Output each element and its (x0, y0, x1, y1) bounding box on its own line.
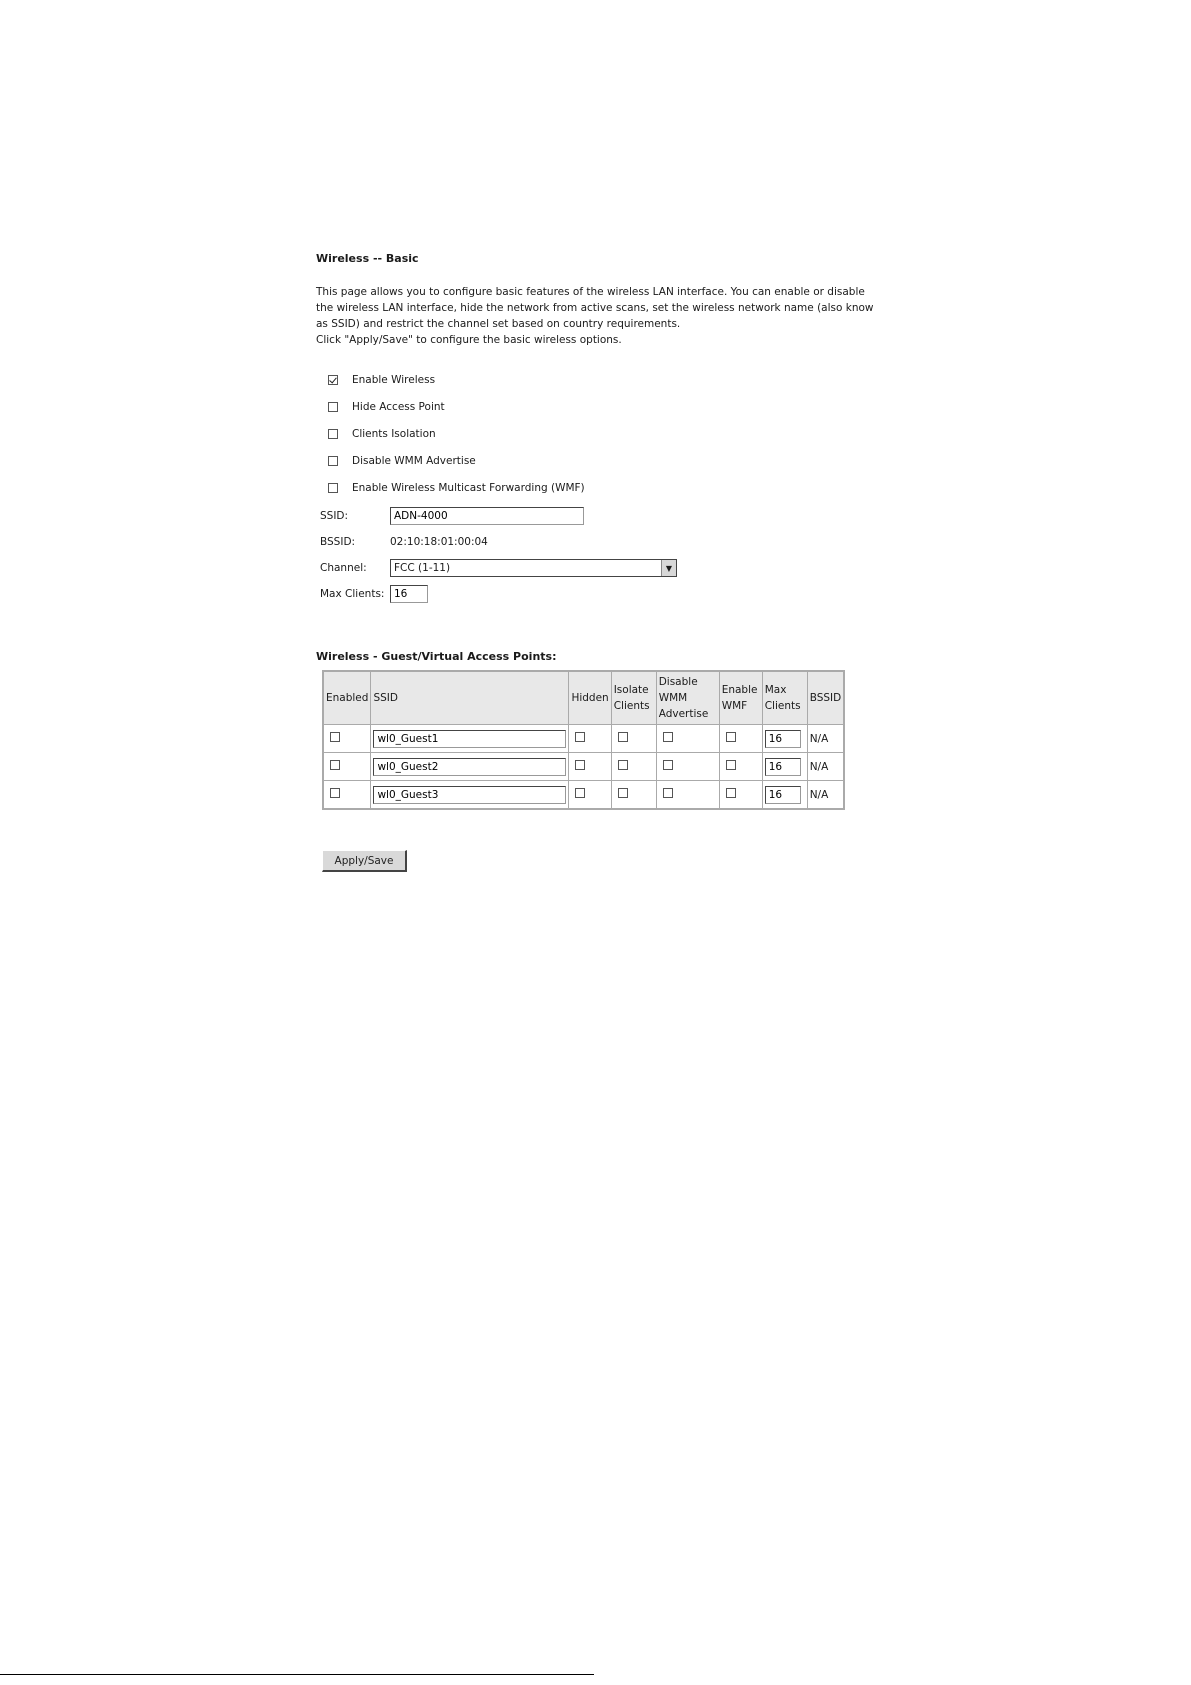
option-label: Clients Isolation (352, 427, 436, 440)
description-line: This page allows you to configure basic features of the wireless LAN interface. You can enable or disable (316, 286, 865, 298)
disable-wmm-checkbox[interactable] (328, 456, 338, 466)
header-max-clients: Max Clients (762, 671, 807, 725)
option-label: Disable WMM Advertise (352, 454, 476, 467)
guest-bssid: N/A (807, 753, 844, 781)
apply-save-button[interactable]: Apply/Save (322, 850, 407, 872)
guest-wmm-checkbox[interactable] (663, 760, 673, 770)
option-hide-access-point (328, 393, 876, 420)
table-row (323, 725, 844, 753)
description-line: Click "Apply/Save" to configure the basic wireless options. (316, 334, 622, 346)
guest-enabled-checkbox[interactable] (330, 732, 340, 742)
header-disable-wmm: Disable WMM Advertise (656, 671, 719, 725)
bssid-row (320, 529, 876, 555)
option-label: Hide Access Point (352, 400, 445, 413)
option-clients-isolation (328, 420, 876, 447)
table-row (323, 781, 844, 810)
guest-hidden-checkbox[interactable] (575, 760, 585, 770)
wireless-settings-form (320, 503, 876, 607)
guest-max-clients-input[interactable]: 16 (765, 758, 801, 776)
enable-wmf-checkbox[interactable] (328, 483, 338, 493)
channel-row (320, 555, 876, 581)
header-enable-wmf: Enable WMF (719, 671, 762, 725)
bssid-label: BSSID: (320, 536, 356, 548)
guest-wmf-checkbox[interactable] (726, 760, 736, 770)
guest-isolate-checkbox[interactable] (618, 732, 628, 742)
bssid-value: 02:10:18:01:00:04 (390, 536, 488, 548)
guest-ap-table (322, 670, 845, 810)
page-title: Wireless -- Basic (316, 252, 419, 265)
option-label: Enable Wireless Multicast Forwarding (WMF) (352, 481, 585, 494)
guest-max-clients-input[interactable]: 16 (765, 730, 801, 748)
guest-isolate-checkbox[interactable] (618, 788, 628, 798)
guest-wmf-checkbox[interactable] (726, 788, 736, 798)
guest-enabled-checkbox[interactable] (330, 760, 340, 770)
enable-wireless-checkbox[interactable] (328, 375, 338, 385)
guest-hidden-checkbox[interactable] (575, 732, 585, 742)
ssid-input[interactable]: ADN-4000 (390, 507, 584, 525)
page-description (316, 284, 876, 348)
guest-bssid: N/A (807, 725, 844, 753)
ssid-row (320, 503, 876, 529)
guest-bssid: N/A (807, 781, 844, 810)
guest-wmm-checkbox[interactable] (663, 732, 673, 742)
clients-isolation-checkbox[interactable] (328, 429, 338, 439)
guest-isolate-checkbox[interactable] (618, 760, 628, 770)
wireless-basic-panel (316, 252, 876, 872)
header-enabled: Enabled (323, 671, 371, 725)
option-label: Enable Wireless (352, 373, 436, 386)
header-bssid: BSSID (807, 671, 844, 725)
ssid-label: SSID: (320, 510, 349, 522)
guest-wmm-checkbox[interactable] (663, 788, 673, 798)
table-header-row (323, 671, 844, 725)
description-line: as SSID) and restrict the channel set based on country requirements. (316, 318, 681, 330)
channel-value: FCC (1-11) (394, 562, 451, 574)
option-enable-wmf (328, 474, 876, 501)
chevron-down-icon[interactable]: ▼ (661, 560, 676, 576)
channel-label: Channel: (320, 562, 367, 574)
guest-wmf-checkbox[interactable] (726, 732, 736, 742)
header-hidden: Hidden (569, 671, 611, 725)
description-line: the wireless LAN interface, hide the network from active scans, set the wireless network name (also know (316, 302, 874, 314)
guest-max-clients-input[interactable]: 16 (765, 786, 801, 804)
max-clients-row (320, 581, 876, 607)
guest-ssid-input[interactable]: wl0_Guest1 (373, 730, 566, 748)
channel-select[interactable] (390, 559, 677, 577)
guest-ssid-input[interactable]: wl0_Guest2 (373, 758, 566, 776)
guest-section-title: Wireless - Guest/Virtual Access Points: (316, 650, 557, 663)
hide-access-point-checkbox[interactable] (328, 402, 338, 412)
guest-ssid-input[interactable]: wl0_Guest3 (373, 786, 566, 804)
header-ssid: SSID (371, 671, 569, 725)
table-row (323, 753, 844, 781)
option-enable-wireless (328, 366, 876, 393)
footnote-divider (0, 1674, 594, 1675)
guest-hidden-checkbox[interactable] (575, 788, 585, 798)
guest-enabled-checkbox[interactable] (330, 788, 340, 798)
option-disable-wmm (328, 447, 876, 474)
max-clients-label: Max Clients: (320, 588, 385, 600)
max-clients-input[interactable]: 16 (390, 585, 428, 603)
wireless-options (328, 366, 876, 501)
header-isolate-clients: Isolate Clients (611, 671, 656, 725)
